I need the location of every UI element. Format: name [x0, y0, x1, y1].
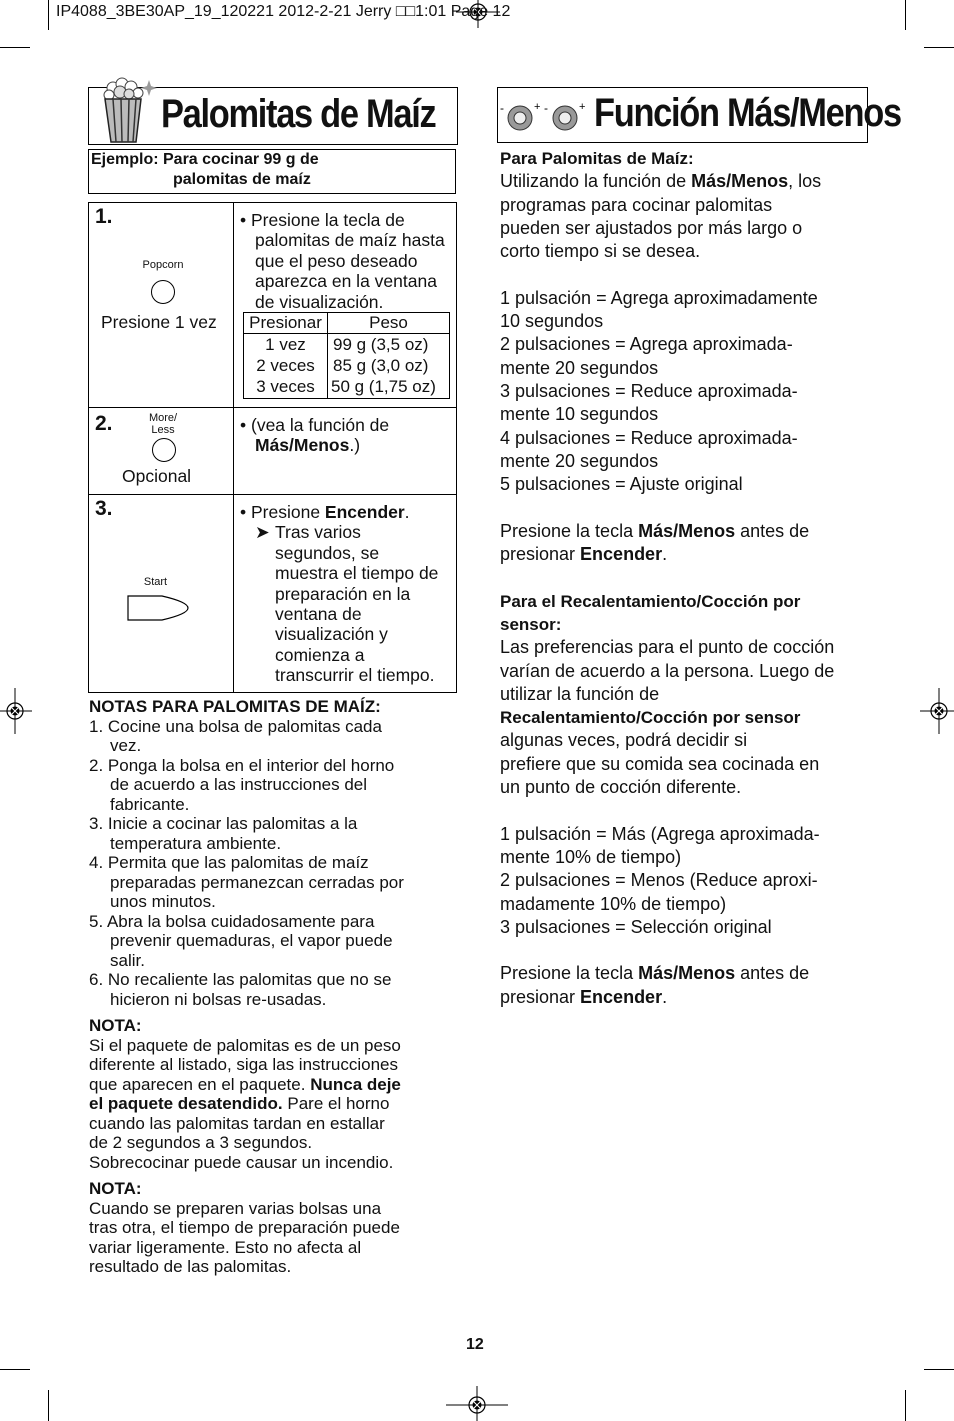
- step-2-number: 2.: [95, 412, 113, 435]
- step-2-caption: Opcional: [122, 466, 192, 486]
- step-3-text: • Presione Encender. ➤ Tras varios segundos, se muestra el tiempo de preparación en la ventana de visualización y comienza a transcurrir el tiempo.: [240, 502, 439, 686]
- page-number: 12: [466, 1336, 484, 1353]
- step-1-row: [89, 203, 456, 408]
- more-less-section: Para Palomitas de Maíz: Utilizando la función de Más/Menos, los programas para cocinar palomitas pueden ser ajustados por más largo o corto tiempo si se desea. 1 pulsación = Agrega aproximadamente 10 segundos 2 pulsaciones = Agrega aproximada- mente 20 segundos 3 pulsaciones = Reduce aproximada- mente 10 segundos 4 pulsaciones = Reduce aproximada- mente 20 segundos 5 pulsaciones = Ajuste original Presione la tecla Más/Menos antes de presionar Encender. Para el Recalentamiento/Cocción por sensor: Las preferencias para el punto de cocción varían de acuerdo a la persona. Luego de utilizar la función de Recalentamiento/Cocción por sensor algunas veces, podrá decidir si prefiere que su comida sea cocinada en un punto de cocción diferente. 1 pulsación = Más (Agrega aproximada- mente 10% de tiempo) 2 pulsaciones = Menos (Reduce aproxi- madamente 10% de tiempo) 3 pulsaciones = Selección original Presione la tecla Más/Menos antes de presionar Encender.: [500, 147, 872, 1009]
- step-1-number: 1.: [95, 205, 113, 228]
- step-2-row: [89, 408, 456, 495]
- steps-table: [88, 202, 457, 693]
- table-cell: 3 veces: [256, 377, 315, 396]
- popcorn-button[interactable]: [151, 280, 175, 304]
- svg-text:+: +: [534, 101, 541, 113]
- notes-heading: NOTAS PARA PALOMITAS DE MAÍZ:: [89, 697, 381, 716]
- popcorn-icon: [91, 74, 161, 144]
- print-header: IP4088_3BE30AP_19_120221 2012-2-21 Jerry □□1:01 Page 12: [56, 3, 511, 20]
- registration-mark-bottom-icon: [446, 1386, 508, 1421]
- start-button[interactable]: [126, 594, 190, 622]
- popcorn-subheading: Para Palomitas de Maíz:: [500, 149, 694, 168]
- more-less-button-label: More/ Less: [148, 412, 178, 436]
- table-header-peso: Peso: [369, 313, 408, 332]
- popcorn-notes: NOTAS PARA PALOMITAS DE MAÍZ: 1. Cocine una bolsa de palomitas cada vez. 2. Ponga la bolsa en el interior del horno de acuerdo a las instrucciones del fabricante. 3. Inicie a cocinar las palomitas a la temperatura ambiente. 4. Permita que las palomitas de maíz preparadas permanezcan cerradas por unos minutos. 5. Abra la bolsa cuidadosamente para prevenir quemaduras, el vapor puede salir. 6. No recaliente las palomitas que no se hicieron ni bolsas re-usadas. NOTA: Si el paquete de palomitas es de un peso diferente al listado, siga las instrucciones que aparecen en el paquete. Nunca deje el paquete desatendido. Pare el horno cuando las palomitas tardan en estallar de 2 segundos a 3 segundos. Sobrecocinar puede causar un incendio. NOTA: Cuando se preparen varias bolsas una tras otra, el tiempo de preparación puede variar ligeramente. Esto no afecta al resultado de las palomitas.: [89, 697, 455, 1277]
- step-1-caption: Presione 1 vez: [101, 312, 217, 332]
- svg-text:+: +: [579, 101, 586, 113]
- step-3-row: [89, 495, 456, 691]
- nota-1-heading: NOTA:: [89, 1016, 142, 1035]
- example-box: [88, 149, 456, 194]
- more-less-button[interactable]: [152, 438, 176, 462]
- step-3-number: 3.: [95, 497, 113, 520]
- left-title-box: [88, 87, 458, 145]
- table-cell: 2 veces: [256, 356, 315, 375]
- step-2-text: • (vea la función de Más/Menos.): [240, 415, 390, 456]
- right-title: Función Más/Menos: [594, 91, 901, 135]
- step-1-text: • Presione la tecla de palomitas de maíz hasta que el peso deseado aparezca en la ventana de visualización.: [240, 210, 445, 312]
- table-header-presionar: Presionar: [249, 313, 322, 332]
- weight-table: [243, 312, 450, 399]
- nota-2-heading: NOTA:: [89, 1179, 142, 1198]
- registration-mark-left-icon: [0, 688, 32, 734]
- dial-icon: [500, 98, 592, 134]
- right-title-box: [497, 87, 901, 143]
- arrow-icon: ➤: [255, 522, 270, 543]
- left-title: Palomitas de Maíz: [161, 92, 436, 136]
- table-cell: 99 g (3,5 oz): [333, 335, 429, 354]
- table-cell: 1 vez: [265, 335, 306, 354]
- sensor-subheading: Para el Recalentamiento/Cocción por: [500, 591, 801, 611]
- start-button-label: Start: [143, 576, 168, 588]
- popcorn-button-label: Popcorn: [142, 259, 184, 271]
- registration-mark-right-icon: [920, 688, 954, 734]
- table-cell: 85 g (3,0 oz): [333, 356, 429, 375]
- example-line-1: Ejemplo: Para cocinar 99 g de: [91, 151, 319, 168]
- svg-text:-: -: [544, 101, 548, 115]
- example-line-2: palomitas de maíz: [173, 171, 311, 188]
- svg-text:-: -: [500, 101, 504, 115]
- table-cell: 50 g (1,75 oz): [331, 377, 436, 396]
